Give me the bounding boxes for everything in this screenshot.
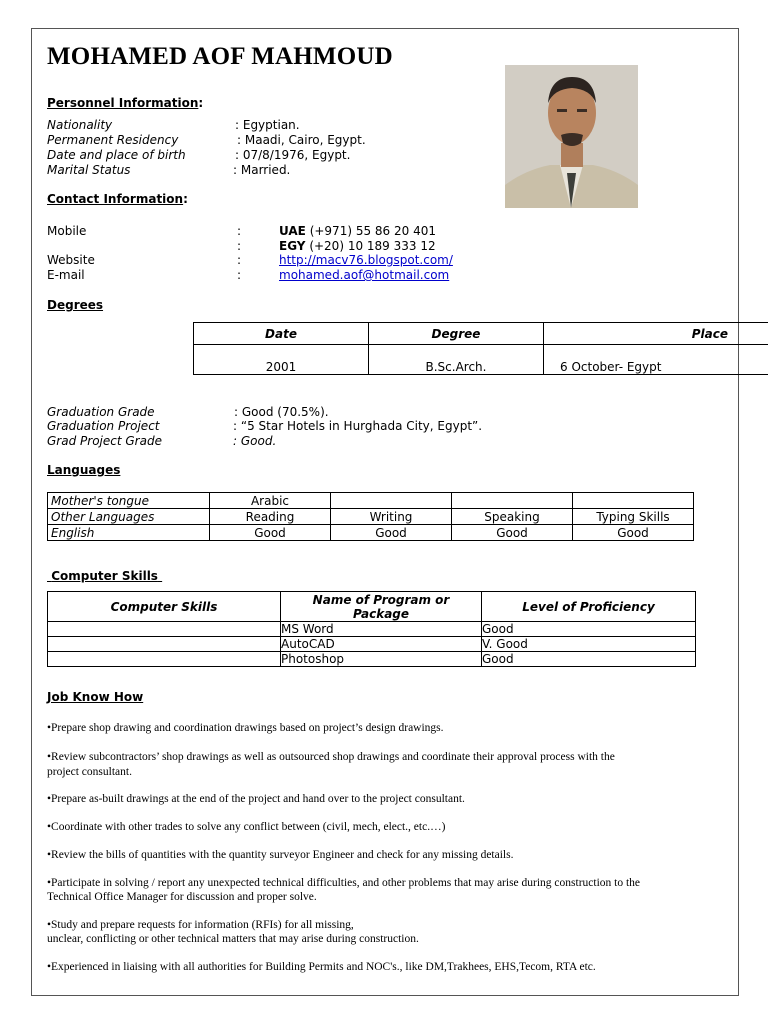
computer-col-program: Name of Program or Package [281,592,482,622]
degrees-col-place: Place [544,323,768,345]
degrees-degree: B.Sc.Arch. [369,345,544,375]
marital-label: Marital Status [47,163,131,177]
colon: : [237,268,242,282]
list-item: Technical Office Manager for discussion and proper solve. [47,891,317,903]
lang-cell [452,493,573,509]
website-label: Website [47,253,95,267]
page-title: MOHAMED AOF MAHMOUD [47,43,393,70]
birth-value: : 07/8/1976, Egypt. [235,148,351,162]
marital-value: : Married. [233,163,291,177]
lang-cell: Typing Skills [573,509,694,525]
list-item: •Review subcontractors’ shop drawings as well as outsourced shop drawings and coordinate their approval process with the [47,751,615,763]
grad-grade-value: : Good (70.5%). [234,405,329,419]
job-heading: Job Know How [47,690,144,704]
computer-cell: Photoshop [281,652,482,667]
degrees-place: 6 October- Egypt [544,345,768,375]
lang-cell: Reading [210,509,331,525]
computer-col-skills: Computer Skills [48,592,281,622]
lang-cell: Good [210,525,331,541]
lang-cell: Writing [331,509,452,525]
computer-cell: AutoCAD [281,637,482,652]
residency-label: Permanent Residency [47,133,179,147]
grad-project-grade-label: Grad Project Grade [47,434,162,448]
list-item: •Participate in solving / report any unexpected technical difficulties, and other problems that may arise during construction to the [47,877,641,889]
computer-cell: Good [482,622,696,637]
degrees-col-degree: Degree [369,323,544,345]
list-item: project consultant. [47,766,132,778]
list-item: unclear, conflicting or other technical matters that may arise during construction. [47,933,419,945]
list-item: •Coordinate with other trades to solve any conflict between (civil, mech, elect., etc.…) [47,821,446,833]
degrees-heading: Degrees [47,298,104,312]
colon: : [237,239,242,253]
lang-cell: Other Languages [48,509,210,525]
computer-cell [48,652,281,667]
computer-cell: MS Word [281,622,482,637]
list-item: •Prepare shop drawing and coordination drawings based on project’s design drawings. [47,722,444,734]
colon: : [237,253,242,267]
nationality-label: Nationality [47,118,113,132]
computer-cell: Good [482,652,696,667]
email-label: E-mail [47,268,85,282]
lang-cell [331,493,452,509]
computer-heading: Computer Skills [51,569,158,583]
list-item: •Study and prepare requests for information (RFIs) for all missing, [47,919,354,931]
lang-cell: English [48,525,210,541]
lang-cell: Good [452,525,573,541]
computer-col-level: Level of Proficiency [482,592,696,622]
degrees-date: 2001 [194,345,369,375]
computer-table [47,591,696,667]
lang-cell: Mother's tongue [48,493,210,509]
colon: : [237,224,242,238]
contact-heading: Contact Information: [47,192,188,206]
list-item: •Experienced in liaising with all authorities for Building Permits and NOC's., like DM,Trakhees, EHS,Tecom, RTA etc. [47,961,596,973]
personal-heading: Personnel Information: [47,96,204,110]
grad-project-value: : “5 Star Hotels in Hurghada City, Egypt”. [233,419,483,433]
lang-cell: Speaking [452,509,573,525]
residency-value: : Maadi, Cairo, Egypt. [237,133,366,147]
uae-mobile: UAE (+971) 55 86 20 401 [279,224,436,238]
website-link[interactable]: http://macv76.blogspot.com/ [279,253,453,267]
mobile-label: Mobile [47,224,87,238]
languages-table [47,492,694,541]
degrees-col-date: Date [194,323,369,345]
lang-cell [573,493,694,509]
computer-cell [48,637,281,652]
languages-heading: Languages [47,463,121,477]
birth-label: Date and place of birth [47,148,186,162]
email-link[interactable]: mohamed.aof@hotmail.com [279,268,450,282]
computer-cell: V. Good [482,637,696,652]
lang-cell: Good [573,525,694,541]
list-item: •Prepare as-built drawings at the end of the project and hand over to the project consultant. [47,793,465,805]
egy-mobile: EGY (+20) 10 189 333 12 [279,239,436,253]
computer-cell [48,622,281,637]
lang-cell: Arabic [210,493,331,509]
grad-project-label: Graduation Project [47,419,160,433]
lang-cell: Good [331,525,452,541]
nationality-value: : Egyptian. [235,118,300,132]
grad-project-grade-value: : Good. [233,434,277,448]
grad-grade-label: Graduation Grade [47,405,155,419]
profile-photo [505,65,638,208]
degrees-table [193,322,768,375]
list-item: •Review the bills of quantities with the quantity surveyor Engineer and check for any missing details. [47,849,514,861]
